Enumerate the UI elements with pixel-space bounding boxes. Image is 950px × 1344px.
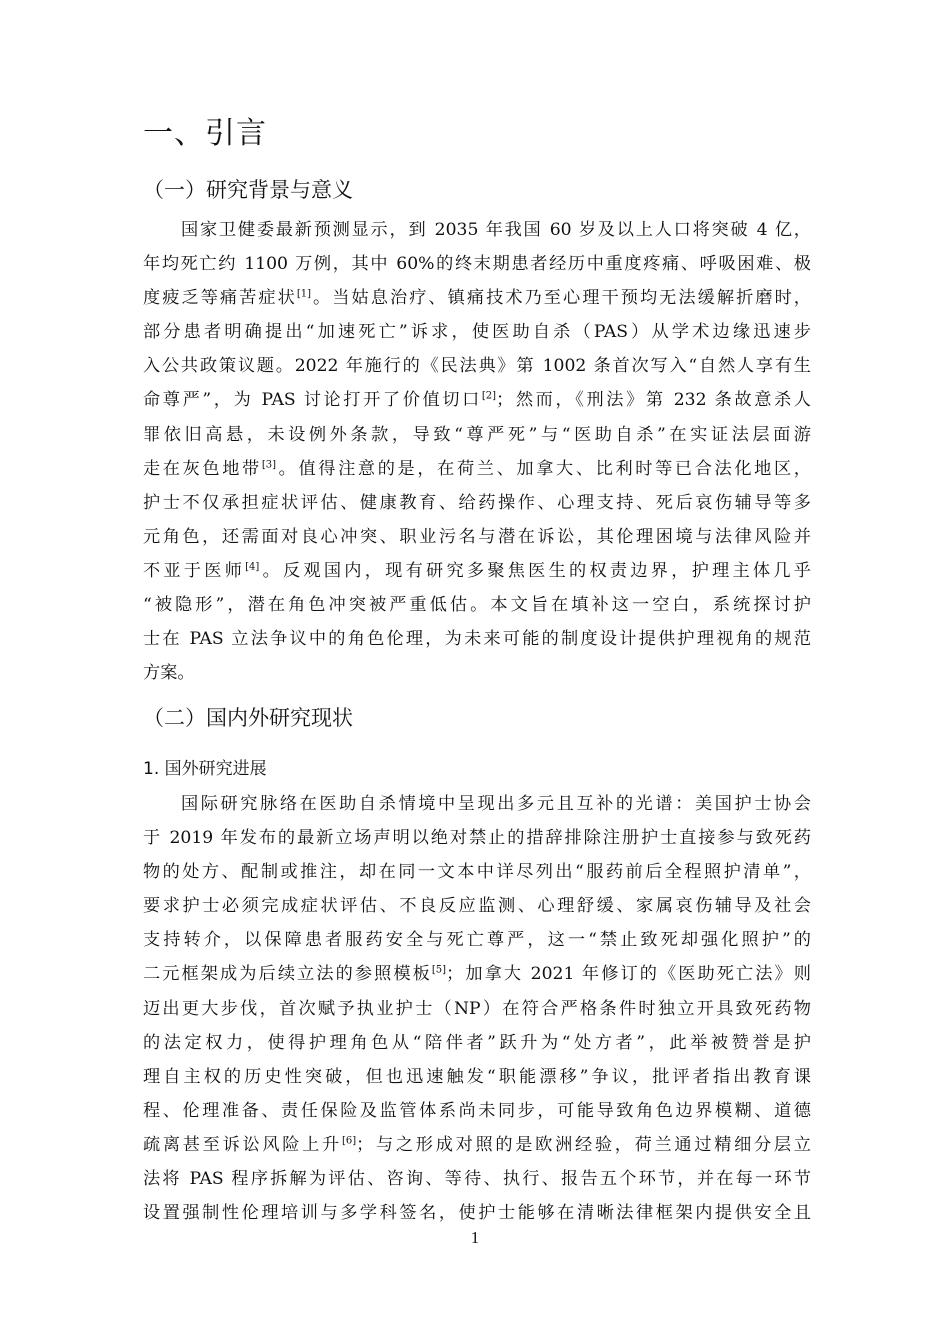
citation-reference: [1] [296,288,312,300]
text-run: 于 2019 年发布的最新立场声明以绝对禁止的措辞排除注册护士直接参与致死药 [143,828,811,849]
chapter-heading: 一、引言 [143,116,267,151]
section-heading-research-status: （二）国内外研究现状 [143,706,353,730]
page-number: 1 [470,1228,480,1247]
text-run: 理自主权的历史性突破，但也迅速触发“职能漂移”争议，批评者指出教育课 [143,1066,811,1087]
text-line [143,520,811,554]
text-run: “被隐形”，潜在角色冲突被严重低估。本文旨在填补这一空白，系统探讨护 [143,595,811,616]
text-run: 走在灰色地带 [143,458,262,479]
text-run: 要求护士必须完成症状评估、不良反应监测、心理舒缓、家属哀伤辅导及社会 [143,896,811,917]
citation-reference: [5] [431,964,447,976]
citation-reference: [4] [245,561,260,573]
text-line [143,1060,811,1094]
text-line [143,923,811,957]
text-line [143,787,811,821]
text-run: ；加拿大 2021 年修订的《医助死亡法》则 [446,964,811,985]
citation-reference: [3] [261,458,277,470]
text-run: 护士不仅承担症状评估、健康教育、给药操作、心理支持、死后哀伤辅导等多 [143,492,811,513]
text-line [143,452,811,486]
body-paragraph-foreign-research [143,787,811,1230]
text-line [143,855,811,889]
text-line [143,1094,811,1128]
body-paragraph-background [143,213,811,690]
text-line [143,1128,811,1162]
citation-reference: [6] [341,1135,357,1147]
text-run: 疏离甚至诉讼风险上升 [143,1134,342,1155]
text-line [143,588,811,622]
text-run: 迈出更大步伐，首次赋予执业护士（NP）在符合严格条件时独立开具致死药物 [143,998,811,1019]
text-run: ；与之形成对照的是欧洲经验，荷兰通过精细分层立 [356,1134,811,1155]
section-heading-background: （一）研究背景与意义 [143,178,353,202]
text-line [143,1162,811,1196]
text-line [143,622,811,656]
text-line [143,992,811,1026]
text-line [143,821,811,855]
text-run: 命尊严”，为 PAS 讨论打开了价值切口 [143,390,482,411]
text-run: 程、伦理准备、责任保险及监管体系尚未同步，可能导致角色边界模糊、道德 [143,1100,811,1121]
text-line [143,281,811,315]
text-run: 年均死亡约 1100 万例，其中 60%的终末期患者经历中重度疼痛、呼吸困难、极 [143,254,811,275]
text-line [143,656,811,690]
text-run: 二元框架成为后续立法的参照模板 [143,964,432,985]
text-line [143,486,811,520]
text-run: 国家卫健委最新预测显示，到 2035 年我国 60 岁及以上人口将突破 4 亿， [181,220,811,240]
text-line [143,418,811,452]
text-run: 。当姑息治疗、镇痛技术乃至心理干预均无法缓解折磨时， [311,288,811,309]
text-line [143,349,811,383]
text-run: 。值得注意的是，在荷兰、加拿大、比利时等已合法化地区， [276,458,811,479]
text-run: ；然而，《刑法》第 232 条故意杀人 [496,390,811,411]
text-line [143,213,811,247]
text-run: 部分患者明确提出“加速死亡”诉求，使医助自杀（PAS）从学术边缘迅速步 [143,322,811,343]
text-run: 设置强制性伦理培训与多学科签名，使护士能够在清晰法律框架内提供安全且 [143,1203,811,1224]
text-run: 士在 PAS 立法争议中的角色伦理，为未来可能的制度设计提供护理视角的规范 [143,629,811,650]
text-line [143,315,811,349]
text-run: 方案。 [143,663,195,684]
text-run: 罪依旧高悬，未设例外条款，导致“尊严死”与“医助自杀”在实证法层面游 [143,424,811,445]
text-run: 支持转介，以保障患者服药安全与死亡尊严，这一“禁止致死却强化照护”的 [143,930,811,951]
text-run: 物的处方、配制或推注，却在同一文本中详尽列出“服药前后全程照护清单”， [143,862,811,883]
text-run: 国际研究脉络在医助自杀情境中呈现出多元且互补的光谱：美国护士协会 [181,794,811,814]
text-line [143,383,811,417]
text-run: 元角色，还需面对良心冲突、职业污名与潜在诉讼，其伦理困境与法律风险并 [143,526,811,547]
citation-reference: [2] [481,390,497,402]
text-line [143,957,811,991]
text-run: 度疲乏等痛苦症状 [143,288,297,309]
text-line [143,247,811,281]
text-line [143,1026,811,1060]
subsection-heading-foreign-research: 1. 国外研究进展 [143,759,267,779]
text-run: 的法定权力，使得护理角色从“陪伴者”跃升为“处方者”，此举被赞誉是护 [143,1032,811,1053]
text-run: 法将 PAS 程序拆解为评估、咨询、等待、执行、报告五个环节，并在每一环节 [143,1169,811,1190]
text-line [143,554,811,588]
text-run: 入公共政策议题。2022 年施行的《民法典》第 1002 条首次写入“自然人享有生 [143,356,811,377]
text-run: 。反观国内，现有研究多聚焦医生的权责边界，护理主体几乎 [259,560,811,581]
text-run: 不亚于医师 [143,560,246,581]
text-line [143,889,811,923]
